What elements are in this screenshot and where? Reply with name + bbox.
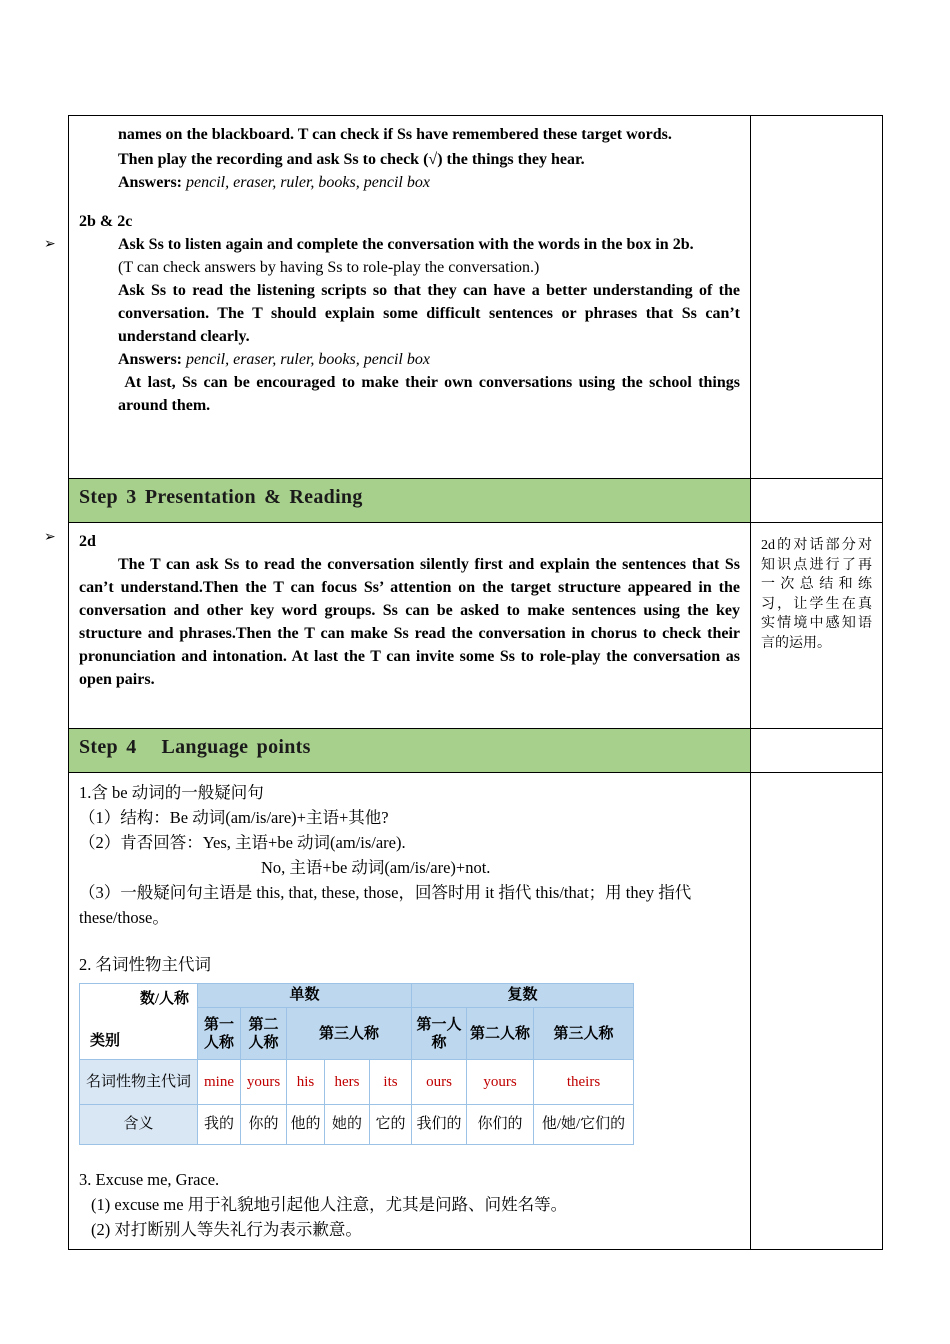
person-header: 第三人称: [287, 1008, 412, 1060]
empty-note-cell: [751, 479, 883, 523]
empty-note-cell: [751, 729, 883, 773]
corner-label-category: 类别: [90, 1033, 121, 1049]
lesson-plan-table: [68, 115, 883, 1250]
row-step3-header: [69, 479, 883, 523]
answers-value: pencil, eraser, ruler, books, pencil box: [182, 351, 430, 368]
empty-note-cell: [751, 773, 883, 1250]
paragraph-play-recording: Then play the recording and ask Ss to check (√) the things they hear.: [118, 151, 585, 168]
step4-title: Step 4 Language points: [79, 736, 311, 758]
paragraph-listen-again: Ask Ss to listen again and complete the conversation with the words in the box in 2b.: [118, 236, 694, 253]
paragraph-2a-continuation: names on the blackboard. T can check if Ss have remembered these target words.: [118, 126, 672, 143]
pronoun-meaning: 他/她/它们的: [534, 1105, 634, 1145]
person-header: 第一人称: [412, 1008, 467, 1060]
group-header-singular: 单数: [198, 984, 412, 1008]
pronoun-corner-cell: [80, 984, 198, 1060]
row-listening-activities: [69, 116, 883, 479]
person-header: 第二人称: [241, 1008, 287, 1060]
pronoun-meanings-row: [80, 1105, 634, 1145]
person-header: 第二人称: [467, 1008, 534, 1060]
pronoun-words-row: [80, 1060, 634, 1105]
spacer: [79, 1145, 740, 1167]
row-presentation-reading: [69, 523, 883, 729]
pronoun-word: yours: [241, 1060, 287, 1105]
note-cell-2d: [751, 523, 883, 729]
point1-answer-no: No, 主语+be 动词(am/is/are)+not.: [261, 858, 491, 877]
point3-title: 3. Excuse me, Grace.: [79, 1170, 220, 1189]
pronoun-meaning: 她的: [325, 1105, 370, 1145]
pronoun-meaning: 你的: [241, 1105, 287, 1145]
point1-structure: （1）结构：Be 动词(am/is/are)+主语+其他?: [79, 808, 389, 827]
pronoun-word: hers: [325, 1060, 370, 1105]
pronoun-header-group-row: [80, 984, 634, 1008]
person-header: 第三人称: [534, 1008, 634, 1060]
answers-line: [118, 171, 740, 194]
point1-answer-yes: （2）肯否回答：Yes, 主语+be 动词(am/is/are).: [79, 833, 406, 852]
side-note-2d: 2d的对话部分对知识点进行了再一次总结和练习，让学生在真实情境中感知语言的运用。: [761, 538, 872, 651]
answers-line: [118, 348, 740, 371]
paragraph-check-answers: (T can check answers by having Ss to role-play the conversation.): [118, 259, 540, 276]
section-2a-2b2c-cell: [69, 116, 751, 479]
pronoun-meaning: 你们的: [467, 1105, 534, 1145]
section-title-2d: 2d: [79, 533, 96, 550]
answers-label: Answers:: [118, 351, 182, 368]
pronoun-word: ours: [412, 1060, 467, 1105]
arrow-bullet-icon: ➢: [44, 236, 56, 252]
row-step4-header: [69, 729, 883, 773]
pronoun-word: theirs: [534, 1060, 634, 1105]
pronoun-meaning: 它的: [370, 1105, 412, 1145]
pronoun-meaning: 我的: [198, 1105, 241, 1145]
step3-title: Step 3 Presentation & Reading: [79, 486, 363, 508]
arrow-bullet-icon: ➢: [44, 529, 56, 545]
pronoun-word: yours: [467, 1060, 534, 1105]
row-label-meaning: 含义: [80, 1105, 198, 1145]
point3-item2: (2) 对打断别人等失礼行为表示歉意。: [91, 1220, 362, 1239]
answers-label: Answers:: [118, 174, 182, 191]
step3-header-cell: [69, 479, 751, 523]
section-title-2b-2c: 2b & 2c: [79, 213, 133, 230]
pronoun-meaning: 我们的: [412, 1105, 467, 1145]
point2-title: 2. 名词性物主代词: [79, 955, 211, 974]
pronoun-word: its: [370, 1060, 412, 1105]
empty-note-cell: [751, 116, 883, 479]
point3-item1: (1) excuse me 用于礼貌地引起他人注意，尤其是问路、问姓名等。: [91, 1195, 568, 1214]
spacer: [79, 930, 740, 952]
row-label-pronoun: 名词性物主代词: [80, 1060, 198, 1105]
paragraph-2d-body: The T can ask Ss to read the conversation silently first and explain the sentences that Ss can’t understand.Then the T can focus Ss’ attention on the target structure appeared in the conversation and other key word groups. Ss can be asked to make sentences using the key structure and phrases.Then the T can make Ss read the conversation in chorus to check their pronunciation and intonation. At last the T can invite some Ss to role-play the conversation as open pairs.: [79, 556, 744, 688]
group-header-plural: 复数: [412, 984, 634, 1008]
corner-label-number-person: 数/人称: [139, 991, 189, 1007]
answers-value: pencil, eraser, ruler, books, pencil box: [182, 174, 430, 191]
point1-title: 1.含 be 动词的一般疑问句: [79, 783, 264, 802]
paragraph-at-last: At last, Ss can be encouraged to make their own conversations using the school things around them.: [118, 374, 744, 414]
pronoun-word: his: [287, 1060, 325, 1105]
section-2d-cell: [69, 523, 751, 729]
person-header: 第一人称: [198, 1008, 241, 1060]
point1-subject-note: （3）一般疑问句主语是 this, that, these, those，回答时用 it 指代 this/that；用 they 指代 these/those。: [79, 883, 692, 927]
language-points-cell: [69, 773, 751, 1250]
possessive-pronoun-table: [79, 983, 634, 1145]
pronoun-meaning: 他的: [287, 1105, 325, 1145]
step4-header-cell: [69, 729, 751, 773]
pronoun-word: mine: [198, 1060, 241, 1105]
row-language-points: [69, 773, 883, 1250]
paragraph-read-scripts: Ask Ss to read the listening scripts so that they can have a better understanding of the conversation. The T should explain some difficult sentences or phrases that Ss can’t understand clearly.: [118, 282, 744, 345]
